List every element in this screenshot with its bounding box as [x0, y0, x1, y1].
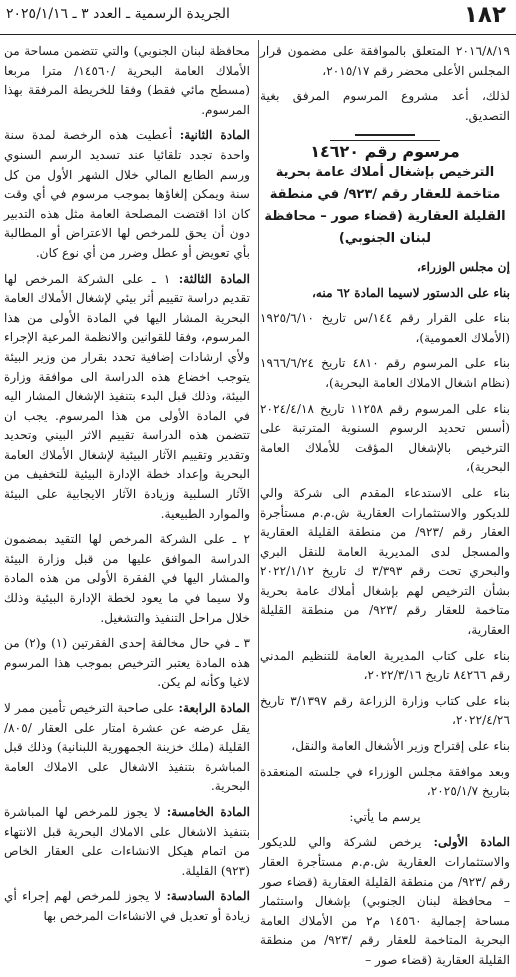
article-label: المادة الثانية: [179, 128, 250, 143]
article-6 [4, 887, 250, 926]
article-3-para-2: ٢ ـ على الشركة المرخص لها التقيد بمضمون الدراسة الموافق عليها من قبل وزارة البيئة والمشار اليها في الفقرة الأولى من هذه المادة ولا سيما في ما يعود لخطة الإدارة البيئية وذلك خلال مراحل التنفيذ والتشغيل. [4, 532, 250, 625]
article-text: على صاحبة الترخيص تأمين ممر لا يقل عرضه عن عشرة امتار على العقار /٨٠٥/ القليلة (ملك خزينة الجمهورية اللبنانية) وذلك قبل المباشرة بتنفيذ الاشغال على الاملاك العامة البحرية. [4, 701, 250, 794]
preamble-line: بناء على الاستدعاء المقدم الى شركة والي للديكور والاستثمارات العقارية ش.م.م مستأجرة العقار رقم /٩٢٣/ من منطقة القليلة العقارية والمسجل لدى المديرية العامة للنقل البري والبحري تحت رقم ٣/٣٩٣ ك تاريخ ٢٠٢٢/١/١٢ بشأن الترخيص لهم بإشغال أملاك عامة بحرية متاخمة للعقار رقم /٩٢٣/ من منطقة القليلة العقارية، [260, 485, 511, 638]
right-column [260, 42, 510, 977]
preamble-line: بناء على إقتراح وزير الأشغال العامة والنقل، [291, 739, 510, 754]
article-text: ١ ـ على الشركة المرخص لها تقديم دراسة تقييم أثر بيئي لإشغال الأملاك العامة البحرية المشار اليها في المادة الأولى من هذا المرسوم، وفقا للقوانين والانظمة المرعية الإجراء ولأي ارشادات إضافية تحدد بقرار من وزير البيئة يتوجب اخضاع هذه الدراسة الى موافقة وزارة البيئة، وذلك قبل البدء بتنفيذ الإشغال المشار اليه في المادة الأولى من هذا المرسوم. يجب ان تتضمن هذه الدراسة تقييم الاثر البيني وتحديد وتقدير وتقييم الآثار البيئية لإشغال الأملاك العامة البحرية وإعداد خطة الإدارة البيئية للتخفيف من الآثار السلبية وزيادة الآثار الايجابية على البيئة والموارد الطبيعية. [4, 271, 250, 521]
preamble-line: بناء على المرسوم رقم ١١٢٥٨ تاريخ ٢٠٢٤/٤/١٨ (أسس تحديد الرسوم السنوية المترتبة على الترخيص بالإشغال المؤقت للأملاك العامة البحرية)، [260, 401, 510, 475]
gazette-issue-line: الجريدة الرسمية ـ العدد ٣ ـ ٢٠٢٥/١/١٦ [6, 6, 230, 22]
article-text: لا يجوز للمرخص لها المباشرة بتنفيذ الاشغال على الاملاك البحرية قبل الانتهاء من اتمام هيكل الانشاءات على العقار الخاص (٩٢٣) القليلة. [4, 804, 250, 878]
preamble-line: إن مجلس الوزراء، [416, 259, 510, 274]
preamble-line: وبعد موافقة مجلس الوزراء في جلسته المنعقدة بتاريخ ٢٠٢٥/١/٧، [260, 764, 510, 799]
page-header [0, 0, 516, 35]
article-4 [4, 699, 250, 797]
column-divider [258, 40, 259, 840]
article-label: المادة الرابعة: [178, 701, 250, 715]
article-label: المادة الثالثة: [178, 271, 250, 286]
page-number: ١٨٢ [463, 2, 506, 28]
intro-line: لذلك، أعد مشروع المرسوم المرفق بغية التصديق. [260, 89, 510, 123]
article-2 [4, 126, 250, 263]
article-5 [4, 803, 250, 881]
article-label: المادة السادسة: [166, 889, 250, 904]
preamble-line: بناء على كتاب المديرية العامة للتنظيم المدني رقم ٨٤٢٦٦ تاريخ ٢٠٢٢/٣/١٦، [260, 648, 510, 683]
article-3-para-3: ٣ ـ في حال مخالفة إحدى الفقرتين (١) و(٢) من هذه المادة يعتبر الترخيص بموجب هذا المرسوم لاغيا وكأنه لم يكن. [4, 636, 250, 690]
left-column [4, 42, 250, 933]
paragraph: محافظة لبنان الجنوبي) والتي تتضمن مساحة من الأملاك العامة البحرية /١٤٥٦٠/ مترا مربعا (مسطح مائي فقط) وفقا للخريطة المرفقة بهذا المرسوم. [4, 44, 250, 117]
article-3 [4, 270, 250, 525]
article-text: لا يجوز للمرخص لهم إجراء أي زيادة أو تعديل في الانشاءات المرخص بها [4, 889, 250, 923]
preamble-line: بناء على القرار رقم ١٤٤/س تاريخ ١٩٢٥/٦/١٠ (الأملاك العمومية)، [260, 311, 511, 345]
preamble-line: بناء على كتاب وزارة الزراعة رقم ٣/١٣٩٧ تاريخ ٢٠٢٢/٤/٢٦، [260, 693, 510, 728]
intro-line: ٢٠١٦/٨/١٩ المتعلق بالموافقة على مضمون قرار المجلس الأعلى محضر رقم ٢٠١٥/١٧، [260, 44, 510, 78]
article-label: المادة الخامسة: [166, 804, 250, 819]
decrees-label: يرسم ما يأتي: [349, 809, 421, 824]
article-text: يرخص لشركة والي للديكور والاستثمارات العقارية ش.م.م مستأجرة العقار رقم /٩٢٣/ من منطقة القليلة العقارية (قضاء صور – محافظة لبنان الجنوبي) بإشغال واستثمار مساحة إجمالية ١٤٥٦٠ م٢ من الأملاك العامة البحرية المتاخمة للعقار رقم /٩٢٣/ من منطقة القليلة العقارية (قضاء صور – [260, 835, 510, 967]
decree-number: مرسوم رقم ١٤٦٢٠ [310, 142, 460, 162]
article-text: أعطيت هذه الرخصة لمدة سنة واحدة تجدد تلقائيا عند تسديد الرسم السنوي ورسم الطابع المالي خلال الشهر الأول من كل سنة ويمكن إلغاؤها بموجب مرسوم في أي وقت كان اذا اقتضت المصلحة العامة مثل هذه التدبير دون أن يحق للمرخص لها الاعتراض أو المطالبة بأي تعويض أو عطل وضرر من أي نوع كان. [4, 128, 250, 260]
decree-title: الترخيص بإشغال أملاك عامة بحرية متاخمة للعقار رقم /٩٢٣/ في منطقة القليلة العقارية (قضاء صور – محافظة لبنان الجنوبي) [264, 164, 506, 246]
article-label: المادة الأولى: [433, 835, 510, 850]
article-1 [260, 833, 510, 970]
preamble-line: بناء على الدستور لاسيما المادة ٦٢ منه، [311, 285, 510, 300]
preamble-line: بناء على المرسوم رقم ٤٨١٠ تاريخ ١٩٦٦/٦/٢٤ (نظام اشغال الاملاك العامة البحرية)، [260, 356, 510, 390]
section-separator [355, 134, 415, 136]
